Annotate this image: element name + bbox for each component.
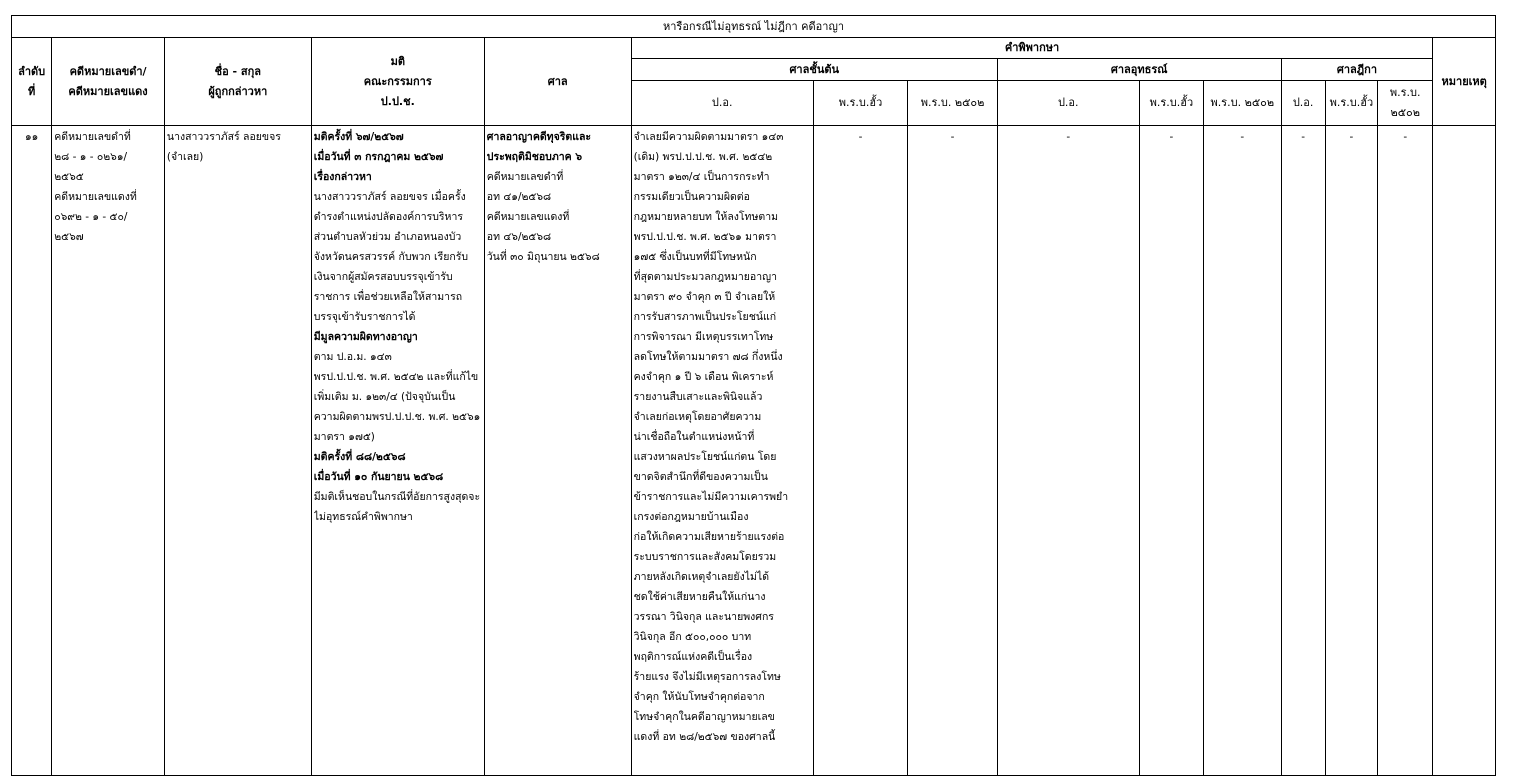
resolution-line: จังหวัดนครสวรรค์ กับพวก เรียกรับ — [313, 251, 469, 263]
cell-court — [484, 126, 631, 776]
case-no-line: ๐๖๙๒ - ๑ - ๕๐/ — [54, 211, 128, 223]
judgment-line: ที่สุดตามประมวลกฎหมายอาญา — [633, 271, 777, 283]
court-line: ประพฤติมิชอบภาค ๖ — [486, 151, 583, 163]
judgment-line: ระบบราชการและสังคมโดยรวม — [633, 551, 777, 563]
header-resolution: มติ คณะกรรมการ ป.ป.ช. — [311, 38, 484, 126]
judgment-line: ภายหลังเกิดเหตุจำเลยยังไม่ได้ — [633, 571, 770, 583]
judgment-line: วินิจกุล อีก ๕๐๐,๐๐๐ บาท — [633, 631, 752, 643]
court-line: คดีหมายเลขแดงที่ — [486, 211, 570, 223]
resolution-line: พรป.ป.ป.ช. พ.ศ. ๒๕๔๒ และที่แก้ไข — [313, 371, 479, 383]
header-court: ศาล — [484, 38, 631, 126]
case-no-line: คดีหมายเลขดำที่ — [54, 131, 131, 143]
cell-first-pr-hua: - — [813, 126, 908, 776]
resolution-line: เมื่อวันที่ ๑๐ กันยายน ๒๕๖๘ — [313, 471, 444, 483]
cell-appeal-pr-hua: - — [1139, 126, 1203, 776]
judgment-line: กรรมเดียวเป็นความผิดต่อ — [633, 191, 750, 203]
case-table — [11, 15, 1496, 776]
judgment-line: พรป.ป.ป.ช. พ.ศ. ๒๕๖๑ มาตรา — [633, 231, 777, 243]
cell-appeal-pr-2502: - — [1204, 126, 1281, 776]
case-no-line: ๒๕๖๕ — [54, 171, 84, 183]
resolution-line: เรื่องกล่าวหา — [313, 171, 372, 183]
resolution-line: ส่วนตำบลหัวย่วม อำเภอหนองบัว — [313, 231, 462, 243]
header-supreme-pr-2502: พ.ร.บ. ๒๕๐๒ — [1378, 81, 1433, 126]
court-line: วันที่ ๓๐ มิถุนายน ๒๕๖๘ — [486, 251, 600, 263]
judgment-line: ชดใช้ค่าเสียหายคืนให้แก่นาง — [633, 591, 766, 603]
judgment-line: น่าเชื่อถือในตำแหน่งหน้าที่ — [633, 431, 755, 443]
resolution-line: ไม่อุทธรณ์คำพิพากษา — [313, 511, 413, 523]
judgment-line: จำเลยก่อเหตุโดยอาศัยความ — [633, 411, 762, 423]
resolution-line: ดำรงตำแหน่งปลัดองค์การบริหาร — [313, 211, 463, 223]
case-no-line: คดีหมายเลขแดงที่ — [54, 191, 137, 203]
judgment-line: การรับสารภาพเป็นประโยชน์แก่ — [633, 311, 777, 323]
header-first-po: ป.อ. — [631, 81, 813, 126]
resolution-line: นางสาววราภัสร์ ลอยขจร เมื่อครั้ง — [313, 191, 466, 203]
case-no-line: ๒๘ - ๑ - ๐๒๖๑/ — [54, 151, 128, 163]
header-supreme-pr-hua: พ.ร.บ.ฮั้ว — [1325, 81, 1377, 126]
name-line: นางสาววราภัสร์ ลอยขจร — [166, 131, 281, 143]
judgment-line: โทษจำคุกในคดีอาญาหมายเลข — [633, 711, 775, 723]
cell-order: ๑๑ — [12, 126, 52, 776]
cell-remarks — [1433, 126, 1496, 776]
judgment-line: มาตรา ๑๒๓/๔ เป็นการกระทำ — [633, 171, 770, 183]
name-line: (จำเลย) — [166, 151, 204, 163]
judgment-line: กฎหมายหลายบท ให้ลงโทษตาม — [633, 211, 779, 223]
cell-supreme-pr-2502: - — [1378, 126, 1433, 776]
resolution-line: ตาม ป.อ.ม. ๑๔๓ — [313, 351, 392, 363]
judgment-line: เกรงต่อกฎหมายบ้านเมือง — [633, 511, 749, 523]
header-appeal-po: ป.อ. — [997, 81, 1139, 126]
resolution-line: เพิ่มเติม ม. ๑๒๓/๔ (ปัจจุบันเป็น — [313, 391, 456, 403]
header-appeal-pr-hua: พ.ร.บ.ฮั้ว — [1139, 81, 1203, 126]
resolution-line: มีมูลความผิดทางอาญา — [313, 331, 418, 343]
header-first-pr-2502: พ.ร.บ. ๒๕๐๒ — [908, 81, 998, 126]
judgment-line: มาตรา ๙๐ จำคุก ๓ ปี จำเลยให้ — [633, 291, 776, 303]
cell-first-pr-2502: - — [908, 126, 998, 776]
case-no-line: ๒๕๖๗ — [54, 231, 84, 243]
resolution-line: มาตรา ๑๗๕) — [313, 431, 375, 443]
judgment-line: รายงานสืบเสาะและพินิจแล้ว — [633, 391, 763, 403]
cell-supreme-po: - — [1281, 126, 1325, 776]
judgment-line: ๑๗๕ ซึ่งเป็นบทที่มีโทษหนัก — [633, 251, 757, 263]
resolution-line: มีมติเห็นชอบในกรณีที่อัยการสูงสุดจะ — [313, 491, 481, 503]
judgment-line: ก่อให้เกิดความเสียหายร้ายแรงต่อ — [633, 531, 785, 543]
judgment-line: ลดโทษให้ตามมาตรา ๗๘ กึ่งหนึ่ง — [633, 351, 783, 363]
court-line: คดีหมายเลขดำที่ — [486, 171, 564, 183]
header-order: ลำดับ ที่ — [12, 38, 52, 126]
judgment-line: จำเลยมีความผิดตามมาตรา ๑๔๓ — [633, 131, 784, 143]
header-name: ชื่อ - สกุล ผู้ถูกกล่าวหา — [164, 38, 311, 126]
resolution-line: เงินจากผู้สมัครสอบบรรจุเข้ารับ — [313, 271, 453, 283]
judgment-line: (เดิม) พรป.ป.ป.ช. พ.ศ. ๒๕๔๒ — [633, 151, 773, 163]
header-appeal-court: ศาลอุทธรณ์ — [997, 59, 1281, 81]
judgment-line: ร้ายแรง จึงไม่มีเหตุรอการลงโทษ — [633, 671, 781, 683]
court-line: ศาลอาญาคดีทุจริตและ — [486, 131, 592, 143]
resolution-line: เมื่อวันที่ ๓ กรกฎาคม ๒๕๖๗ — [313, 151, 444, 163]
judgment-line: วรรณา วินิจกุล และนายพงศกร — [633, 611, 774, 623]
header-supreme-court: ศาลฎีกา — [1281, 59, 1433, 81]
resolution-line: ราชการ เพื่อช่วยเหลือให้สามารถ — [313, 291, 463, 303]
header-remarks: หมายเหตุ — [1433, 38, 1496, 126]
cell-resolution — [311, 126, 484, 776]
table-title: หารือกรณีไม่อุทธรณ์ ไม่ฎีกา คดีอาญา — [12, 16, 1496, 38]
judgment-line: ขาดจิตสำนึกที่ดีของความเป็น — [633, 471, 768, 483]
judgment-line: พฤติการณ์แห่งคดีเป็นเรื่อง — [633, 651, 753, 663]
header-supreme-po: ป.อ. — [1281, 81, 1325, 126]
court-line: อท ๔๖/๒๕๖๘ — [486, 231, 552, 243]
resolution-line: บรรจุเข้ารับราชการได้ — [313, 311, 416, 323]
resolution-line: ความผิดตามพรป.ป.ป.ช. พ.ศ. ๒๕๖๑ — [313, 411, 481, 423]
cell-appeal-po: - — [997, 126, 1139, 776]
cell-name — [164, 126, 311, 776]
header-first-court: ศาลชั้นต้น — [631, 59, 997, 81]
table-row — [12, 126, 1496, 776]
header-appeal-pr-2502: พ.ร.บ. ๒๕๐๒ — [1204, 81, 1281, 126]
cell-judgment — [631, 126, 813, 776]
header-judgment: คำพิพากษา — [631, 38, 1433, 59]
judgment-line: แดงที่ อท ๒๘/๒๕๖๗ ของศาลนี้ — [633, 731, 776, 743]
header-first-pr-hua: พ.ร.บ.ฮั้ว — [813, 81, 908, 126]
header-case-no: คดีหมายเลขดำ/ คดีหมายเลขแดง — [52, 38, 165, 126]
judgment-line: จำคุก ให้นับโทษจำคุกต่อจาก — [633, 691, 765, 703]
cell-supreme-pr-hua: - — [1325, 126, 1377, 776]
resolution-line: มติครั้งที่ ๘๘/๒๕๖๘ — [313, 451, 406, 463]
judgment-line: คงจำคุก ๑ ปี ๖ เดือน พิเคราะห์ — [633, 371, 774, 383]
court-line: อท ๔๑/๒๕๖๘ — [486, 191, 552, 203]
judgment-line: การพิจารณา มีเหตุบรรเทาโทษ — [633, 331, 774, 343]
judgment-line: แสวงหาผลประโยชน์แก่ตน โดย — [633, 451, 777, 463]
judgment-line: ข้าราชการและไม่มีความเคารพยำ — [633, 491, 789, 503]
cell-case-no — [52, 126, 165, 776]
resolution-line: มติครั้งที่ ๖๗/๒๕๖๗ — [313, 131, 404, 143]
